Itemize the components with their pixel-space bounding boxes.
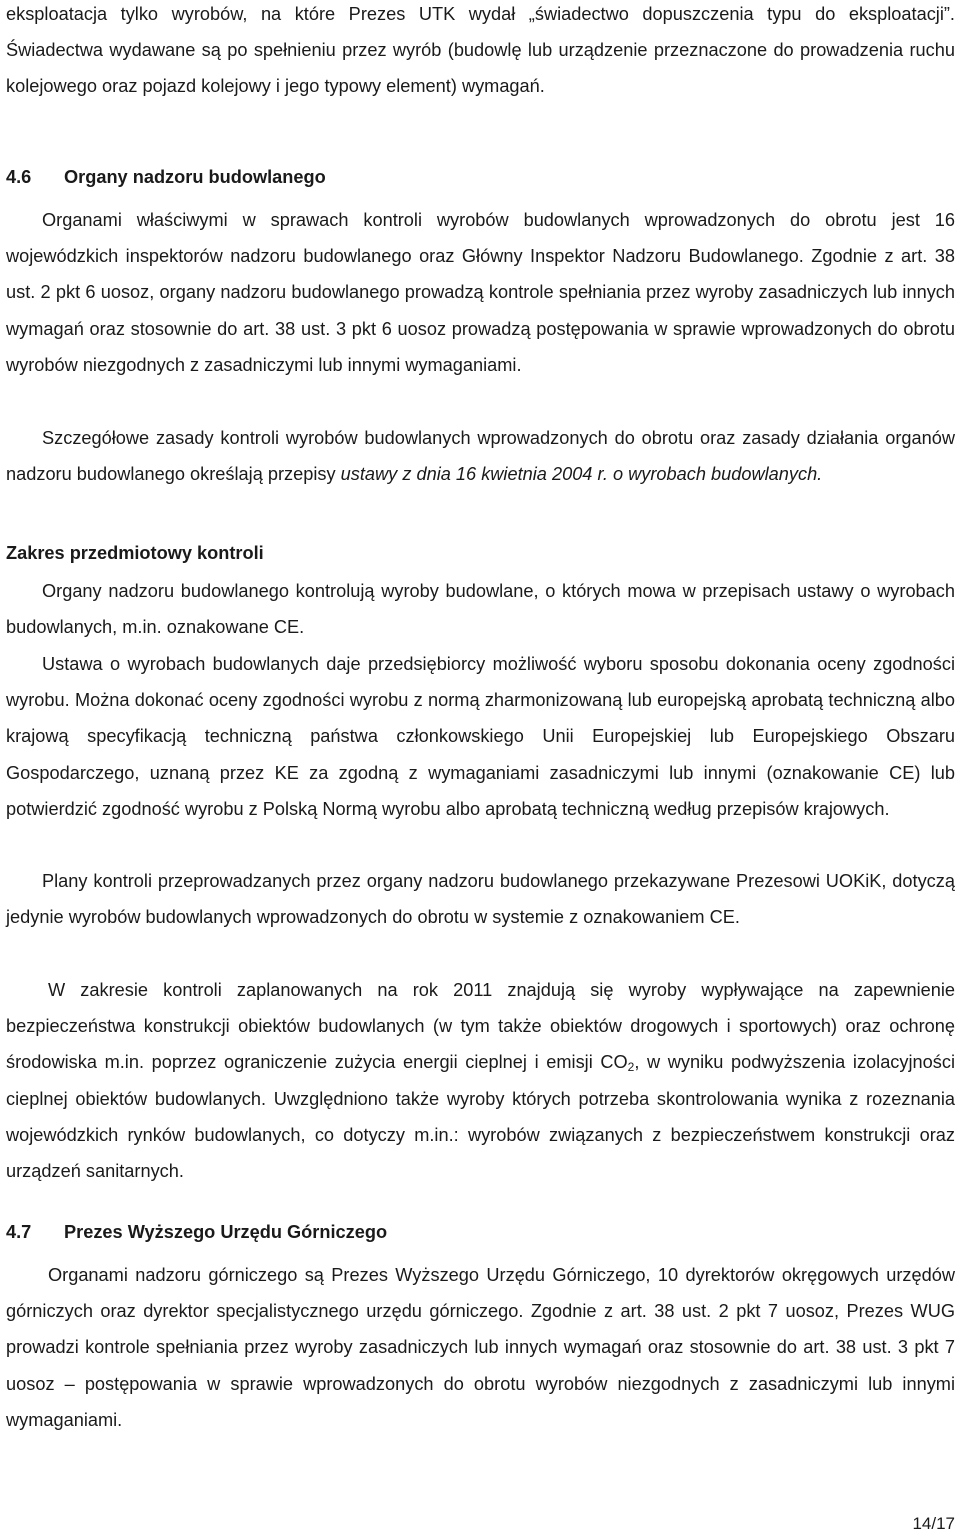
section-heading [6,159,955,195]
section-number: 4.7 [6,1222,32,1242]
paragraph: Ustawa o wyrobach budowlanych daje przedsiębiorcy możliwość wyboru sposobu dokonania oceny zgodności wyrobu. Można dokonać oceny zgodności wyrobu z normą zharmonizowaną lub europejską aprobatą techniczną albo krajową specyfikacją techniczną państwa członkowskiego Unii Europejskiej lub Europejskiego Obszaru Gospodarczego, uznaną przez KE za zgodną z wymaganiami zasadniczymi lub innymi (oznakowanie CE) lub potwierdzić zgodność wyrobu z Polską Normą wyrobu albo aprobatą techniczną według przepisów krajowych. [6,654,955,819]
paragraph: Organami nadzoru górniczego są Prezes Wyższego Urzędu Górniczego, 10 dyrektorów okręgowych urzędów górniczych oraz dyrektor specjalistycznego urzędu górniczego. Zgodnie z art. 38 ust. 2 pkt 7 uosoz, Prezes WUG prowadzi kontrole spełniania przez wyroby zasadniczych lub innych wymagań oraz stosownie do art. 38 ust. 3 pkt 7 uosoz – postępowania w sprawie wprowadzonych do obrotu wyrobów niezgodnych z zasadniczymi lub innymi wymaganiami. [6,1265,955,1430]
page-number: 14/17 [912,1514,955,1533]
intro-paragraph: eksploatacja tylko wyrobów, na które Prezes UTK wydał „świadectwo dopuszczenia typu do eksploatacji”. Świadectwa wydawane są po spełnieniu przez wyrób (budowlę lub urządzenie przeznaczone do prowadzenia ruchu kolejowego oraz pojazd kolejowy i jego typowy element) wymagań. [6,4,955,97]
paragraph [6,972,955,1189]
subscript: 2 [627,1060,635,1075]
section-title: Organy nadzoru budowlanego [64,167,326,187]
paragraph [6,420,955,492]
law-citation: ustawy z dnia 16 kwietnia 2004 r. o wyrobach budowlanych. [340,464,823,485]
section-4-6 [6,159,955,195]
subheading: Zakres przedmiotowy kontroli [6,543,264,563]
section-4-7 [6,1214,955,1250]
paragraph: Plany kontroli przeprowadzanych przez organy nadzoru budowlanego przekazywane Prezesowi UOKiK, dotyczą jedynie wyrobów budowlanych wprowadzonych do obrotu w systemie z oznakowaniem CE. [6,871,955,928]
paragraph-text: W zakresie kontroli zaplanowanych na rok 2011 znajdują się wyroby wypływające na zapewnienie bezpieczeństwa konstrukcji obiektów budowlanych (w tym także obiektów drogowych i sportowych) oraz ochronę środowiska m.in. poprzez ograniczenie zużycia energii cieplnej i emisji CO [6,980,955,1073]
section-heading [6,1214,955,1250]
paragraph: Organami właściwymi w sprawach kontroli wyrobów budowlanych wprowadzonych do obrotu jest 16 wojewódzkich inspektorów nadzoru budowlanego oraz Główny Inspektor Nadzoru Budowlanego. Zgodnie z art. 38 ust. 2 pkt 6 uosoz, organy nadzoru budowlanego prowadzą kontrole spełniania przez wyroby zasadniczych lub innych wymagań oraz stosownie do art. 38 ust. 3 pkt 6 uosoz prowadzą postępowania w sprawie wprowadzonych do obrotu wyrobów niezgodnych z zasadniczymi lub innymi wymaganiami. [6,210,955,375]
paragraph: Organy nadzoru budowlanego kontrolują wyroby budowlane, o których mowa w przepisach ustawy o wyrobach budowlanych, m.in. oznakowane CE. [6,581,955,638]
paragraph-text: Szczegółowe zasady kontroli wyrobów budowlanych wprowadzonych do obrotu oraz zasady działania organów nadzoru budowlanego określają przepisy [6,428,955,485]
section-title: Prezes Wyższego Urzędu Górniczego [64,1222,388,1242]
paragraph-text: , w wyniku podwyższenia izolacyjności cieplnej obiektów budowlanych. Uwzględniono także wyroby których potrzeba skontrolowania wynika z rozeznania wojewódzkich rynków budowlanych, co dotyczy m.in.: wyrobów związanych z bezpieczeństwem konstrukcji oraz urządzeń sanitarnych. [6,1052,955,1182]
section-number: 4.6 [6,167,32,187]
